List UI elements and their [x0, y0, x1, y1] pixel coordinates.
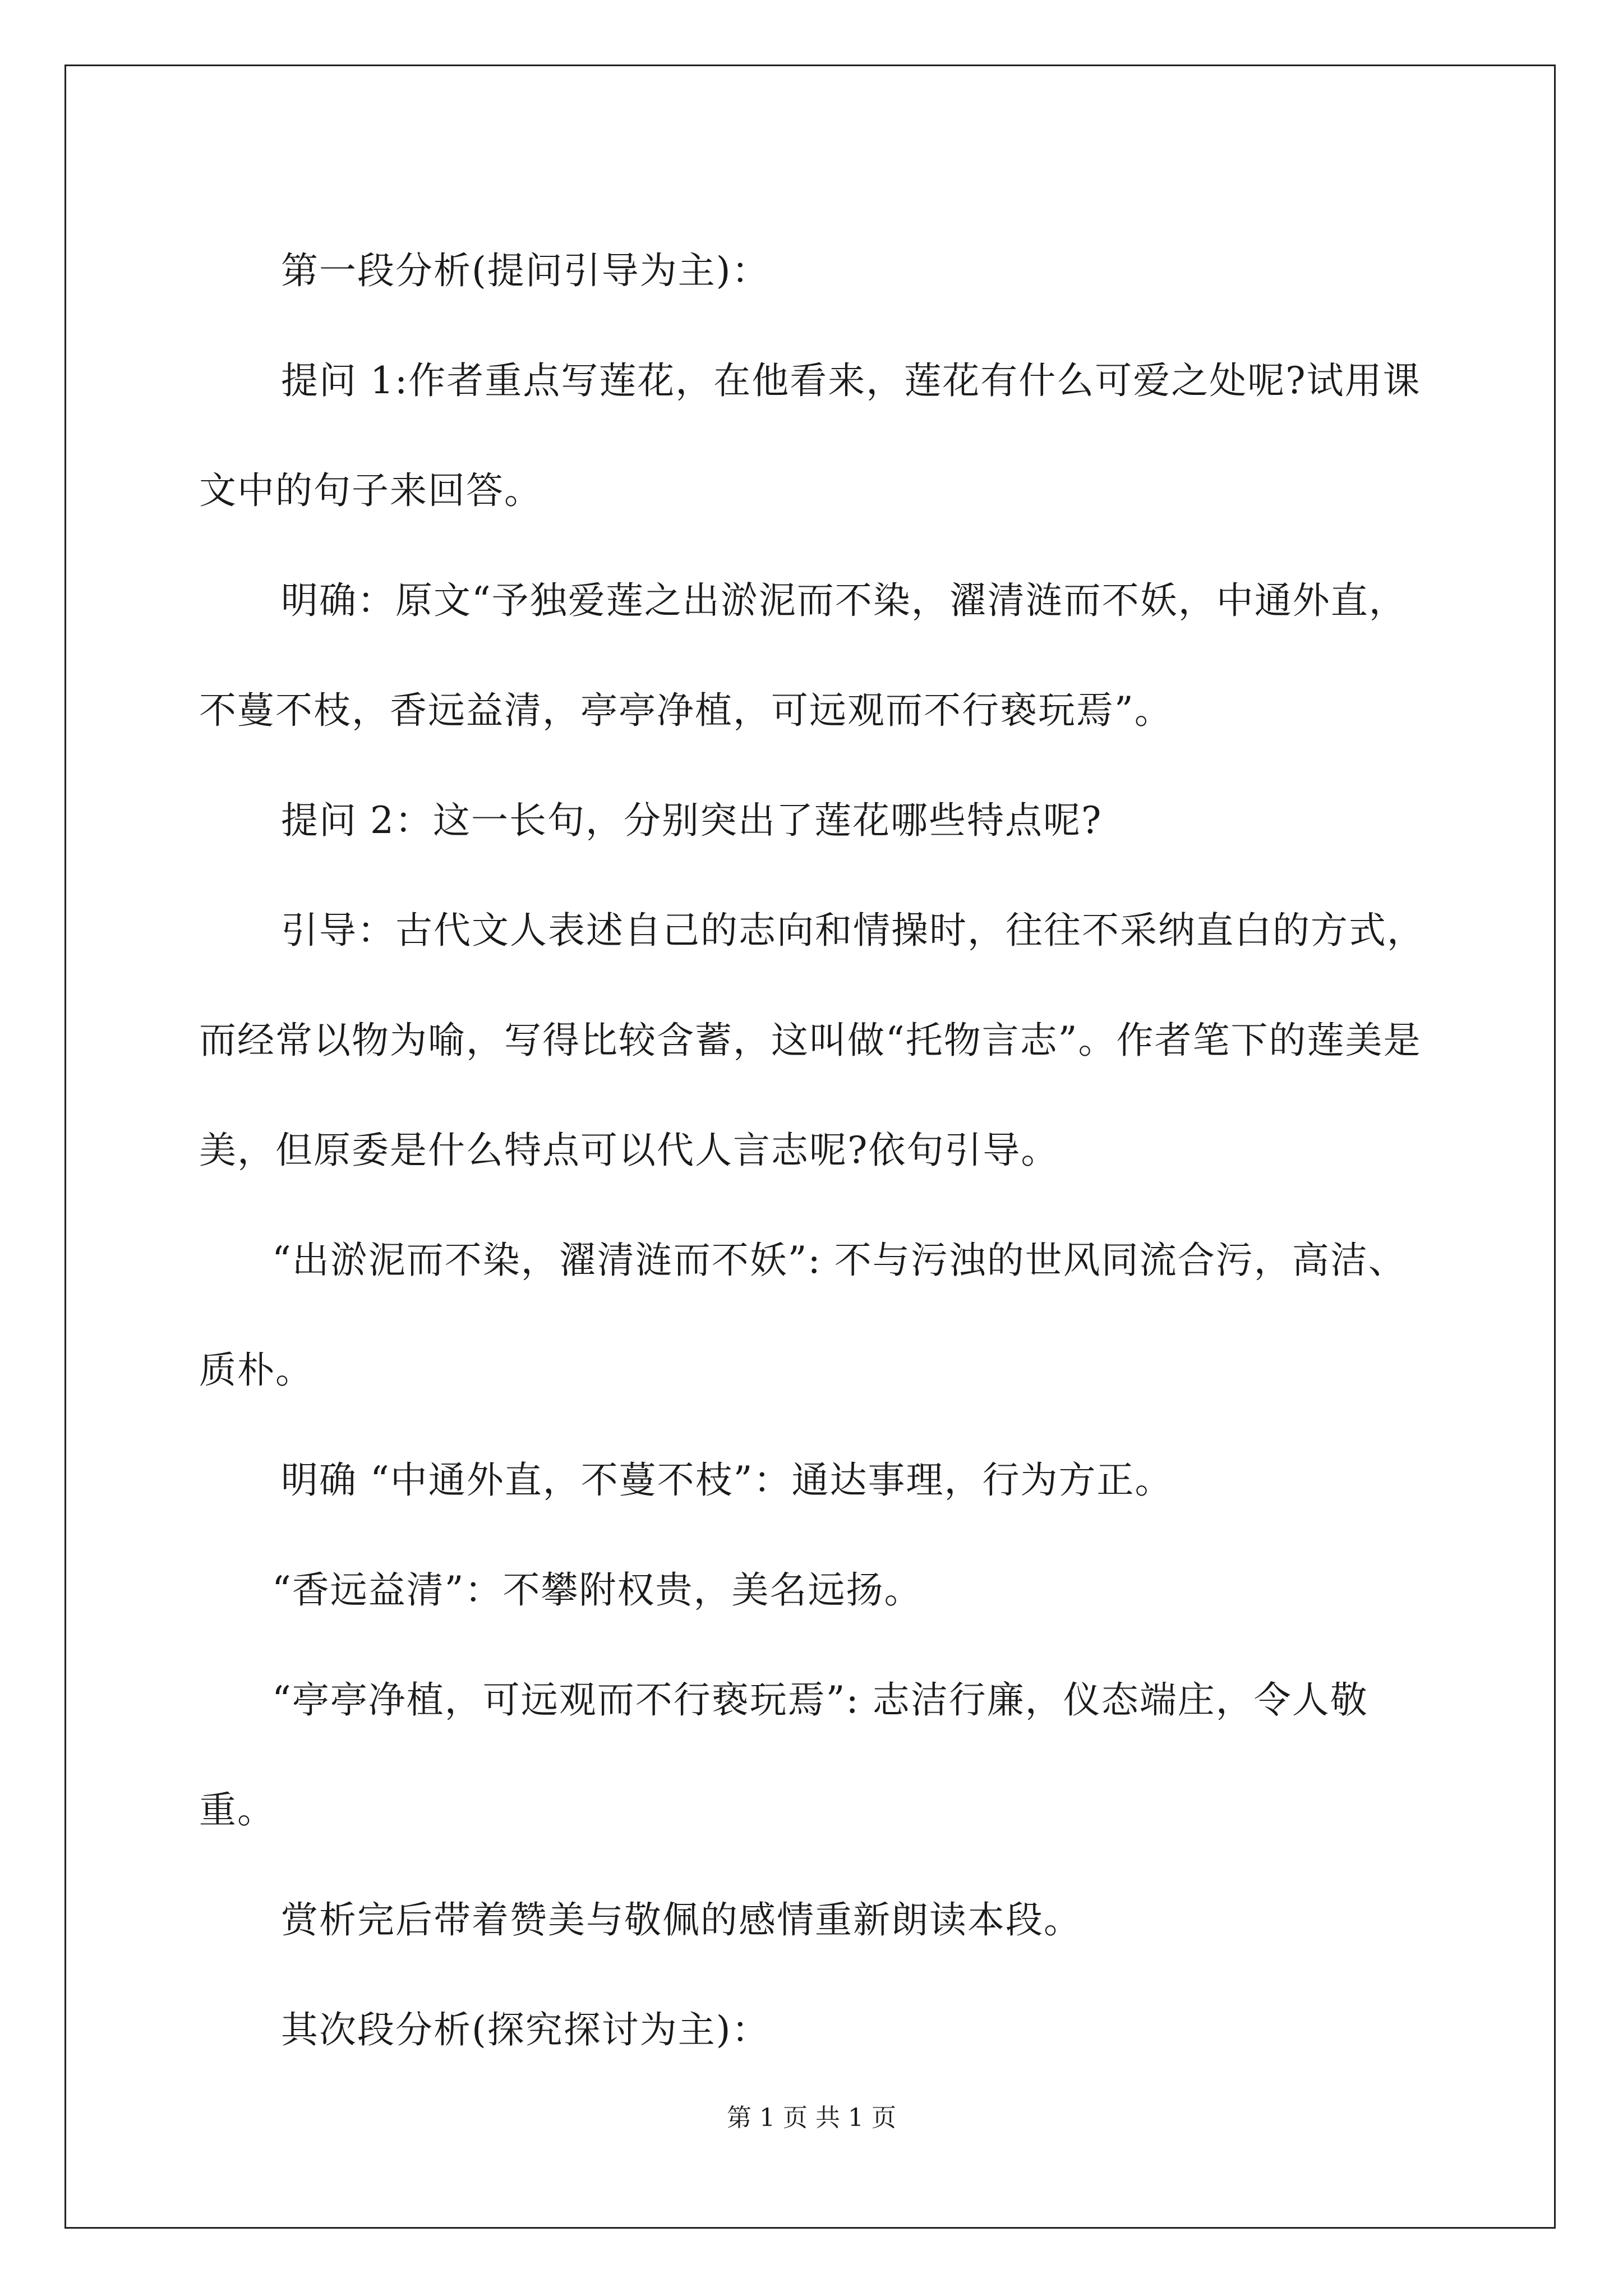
paragraph-section-1-heading: 第一段分析(提问引导为主)：	[281, 249, 770, 292]
paragraph-trait-4: “亭亭净植，可远观而不行亵玩焉”: 志洁行廉，仪态端庄，令人敬重。	[199, 1678, 1368, 1832]
paragraph-reading-instruction: 赏析完后带着赞美与敬佩的感情重新朗读本段。	[281, 1898, 1082, 1941]
paragraph-guidance: 引导：古代文人表述自己的志向和情操时，往往不采纳直白的方式，而经常以物为喻，写得比较含蓄，这叫做“托物言志”。作者笔下的莲美是美，但原委是什么特点可以代人言志呢?依句引导。	[199, 909, 1425, 1172]
page-number-footer: 第 1 页 共 1 页	[727, 2104, 896, 2132]
paragraph-question-1: 提问 1:作者重点写莲花，在他看来，莲花有什么可爱之处呢?试用课文中的句子来回答。	[199, 359, 1421, 512]
paragraph-section-2-heading: 其次段分析(探究探讨为主)：	[281, 2008, 770, 2051]
document-body	[199, 216, 1427, 2085]
paragraph-trait-1: “出淤泥而不染，濯清涟而不妖”: 不与污浊的世风同流合污，高洁、质朴。	[199, 1239, 1407, 1392]
paragraph-answer-1: 明确：原文“予独爱莲之出淤泥而不染，濯清涟而不妖，中通外直，不蔓不枝，香远益清，亭亭净植，可远观而不行亵玩焉”。	[199, 579, 1407, 732]
paragraph-question-2: 提问 2：这一长句，分别突出了莲花哪些特点呢?	[281, 799, 1103, 842]
paragraph-trait-3: “香远益清”：不攀附权贵，美名远扬。	[272, 1568, 923, 1612]
paragraph-trait-2: 明确 “中通外直，不蔓不枝”：通达事理，行为方正。	[281, 1458, 1173, 1502]
